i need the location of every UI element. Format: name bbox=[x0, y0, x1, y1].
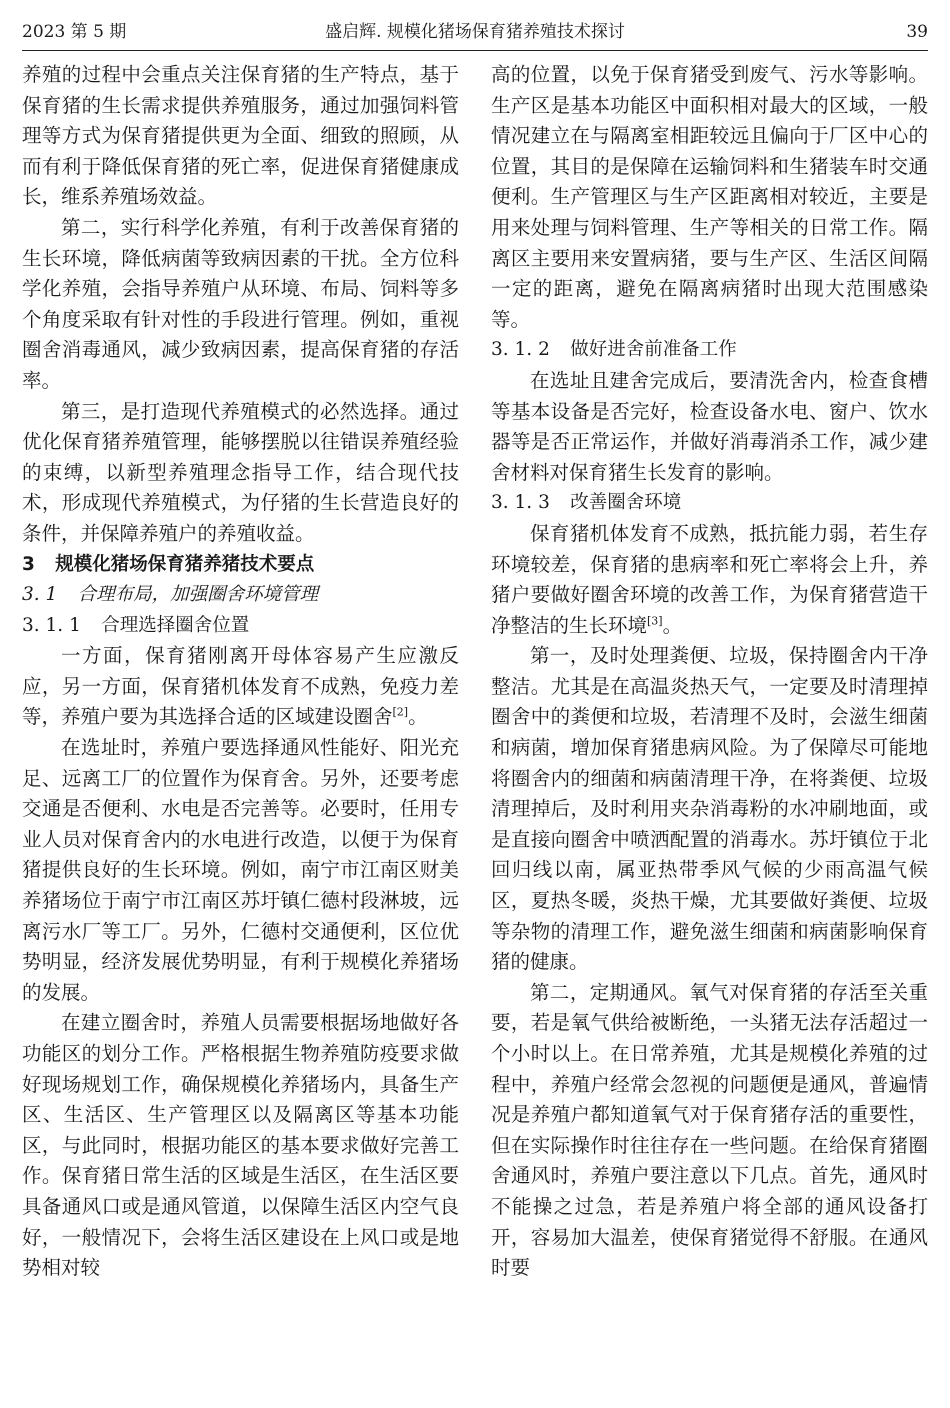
subsubsection-number: 3. 1. 1 bbox=[22, 614, 81, 636]
running-title: 盛启辉. 规模化猪场保育猪养殖技术探讨 bbox=[325, 22, 625, 42]
paragraph-text: 一方面，保育猪刚离开母体容易产生应激反应，另一方面，保育猪机体发育不成熟，免疫力差等，养殖户要为其选择合适的区域建设圈舍 bbox=[22, 644, 459, 729]
paragraph: 第三，是打造现代养殖模式的必然选择。通过优化保育猪养殖管理，能够摆脱以往错误养殖经验的束缚，以新型养殖理念指导工作，结合现代技术，形成现代养殖模式，为仔猪的生长营造良好的条件，并保障养殖户的养殖收益。 bbox=[22, 399, 459, 545]
subsubsection-heading bbox=[22, 611, 459, 642]
paragraph: 在选址且建舍完成后，要清洗舍内，检查食槽等基本设备是否完好，检查设备水电、窗户、饮水器等是否正常运作，并做好消毒消杀工作，减少建舍材料对保育猪生长发育的影响。 bbox=[491, 368, 928, 484]
journal-issue: 2023 第 5 期 bbox=[22, 22, 127, 42]
subsubsection-heading bbox=[491, 335, 928, 366]
paragraph: 在建立圈舍时，养殖人员需要根据场地做好各功能区的划分工作。严格根据生物养殖防疫要求做好现场规划工作，确保规模化养猪场内，具备生产区、生活区、生产管理区以及隔离区等基本功能区，与此同时，根据功能区的基本要求做好完善工作。保育猪日常生活的区域是生活区，在生活区要具备通风口或是通风管道，以保障生活区内空气良好，一般情况下，会将生活区建设在上风口或是地势相对较 bbox=[22, 1011, 459, 1280]
paragraph: 第二，定期通风。氧气对保育猪的存活至关重要，若是氧气供给被断绝，一头猪无法存活超过一个小时以上。在日常养殖，尤其是规模化养殖的过程中，养殖户经常会忽视的问题便是通风，普遍情况是养殖户都知道氧气对于保育猪存活的重要性，但在实际操作时往往存在一些问题。在给保育猪圈舍通风时，养殖户要注意以下几点。首先，通风时不能操之过急，若是养殖户将全部的通风设备打开，容易加大温差，使保育猪觉得不舒服。在通风时要 bbox=[491, 980, 928, 1280]
subsubsection-heading bbox=[491, 488, 928, 519]
subsection-heading bbox=[22, 580, 459, 611]
page-number: 39 bbox=[906, 22, 928, 42]
paragraph-text: 保育猪机体发育不成熟，抵抗能力弱，若生存环境较差，保育猪的患病率和死亡率将会上升，养猪户要做好圈舍环境的改善工作，为保育猪营造干净整洁的生长环境 bbox=[491, 521, 928, 637]
paragraph-end: 。 bbox=[408, 705, 428, 729]
subsubsection-title: 做好进舍前准备工作 bbox=[570, 339, 737, 361]
paragraph bbox=[22, 641, 459, 733]
citation-ref: [3] bbox=[647, 614, 663, 628]
subsubsection-number: 3. 1. 2 bbox=[491, 339, 550, 361]
left-column bbox=[22, 60, 459, 1284]
subsubsection-title: 改善圈舍环境 bbox=[570, 492, 682, 514]
subsubsection-title: 合理选择圈舍位置 bbox=[101, 614, 250, 636]
paragraph-end: 。 bbox=[662, 613, 683, 637]
running-header bbox=[22, 14, 928, 51]
paragraph bbox=[491, 519, 928, 641]
paragraph: 第二，实行科学化养殖，有利于改善保育猪的生长环境，降低病菌等致病因素的干扰。全方位科学化养殖，会指导养殖户从环境、布局、饲料等多个角度采取有针对性的手段进行管理。例如，重视圈舍消毒通风，减少致病因素，提高保育猪的存活率。 bbox=[22, 215, 459, 392]
section-heading bbox=[22, 550, 459, 581]
paragraph: 高的位置，以免于保育猪受到废气、污水等影响。生产区是基本功能区中面积相对最大的区域，一般情况建立在与隔离室相距较远且偏向于厂区中心的位置，其目的是保障在运输饲料和生猪装车时交通便利。生产管理区与生产区距离相对较近，主要是用来处理与饲料管理、生产等相关的日常工作。隔离区主要用来安置病猪，要与生产区、生活区间隔一定的距离，避免在隔离病猪时出现大范围感染等。 bbox=[491, 63, 928, 331]
section-number: 3 bbox=[22, 553, 35, 575]
right-column bbox=[491, 60, 928, 1284]
subsection-number: 3. 1 bbox=[22, 584, 58, 606]
subsection-title: 合理布局，加强圈舍环境管理 bbox=[77, 584, 319, 606]
paragraph: 第一，及时处理粪便、垃圾，保持圈舍内干净整洁。尤其是在高温炎热天气，一定要及时清理掉圈舍中的粪便和垃圾，若清理不及时，会滋生细菌和病菌，增加保育猪患病风险。为了保障尽可能地将圈舍内的细菌和病菌清理干净，在将粪便、垃圾清理掉后，及时利用夹杂消毒粉的水冲刷地面，或是直接向圈舍中喷洒配置的消毒水。苏圩镇位于北回归线以南，属亚热带季风气候的少雨高温气候区，夏热冬暖，炎热干燥，尤其要做好粪便、垃圾等杂物的清理工作，避免滋生细菌和病菌影响保育猪的健康。 bbox=[491, 644, 928, 974]
paragraph: 养殖的过程中会重点关注保育猪的生产特点，基于保育猪的生长需求提供养殖服务，通过加强饲料管理等方式为保育猪提供更为全面、细致的照顾，从而有利于降低保育猪的死亡率，促进保育猪健康成长，维系养殖场效益。 bbox=[22, 63, 459, 209]
paragraph: 在选址时，养殖户要选择通风性能好、阳光充足、远离工厂的位置作为保育舍。另外，还要考虑交通是否便利、水电是否完善等。必要时，任用专业人员对保育舍内的水电进行改造，以便于为保育猪提供良好的生长环境。例如，南宁市江南区财美养猪场位于南宁市江南区苏圩镇仁德村段淋坡，远离污水厂等工厂。另外，仁德村交通便利，区位优势明显，经济发展优势明显，有利于规模化养猪场的发展。 bbox=[22, 736, 459, 1004]
section-title: 规模化猪场保育猪养猪技术要点 bbox=[55, 553, 315, 575]
citation-ref: [2] bbox=[392, 705, 409, 719]
subsubsection-number: 3. 1. 3 bbox=[491, 492, 550, 514]
